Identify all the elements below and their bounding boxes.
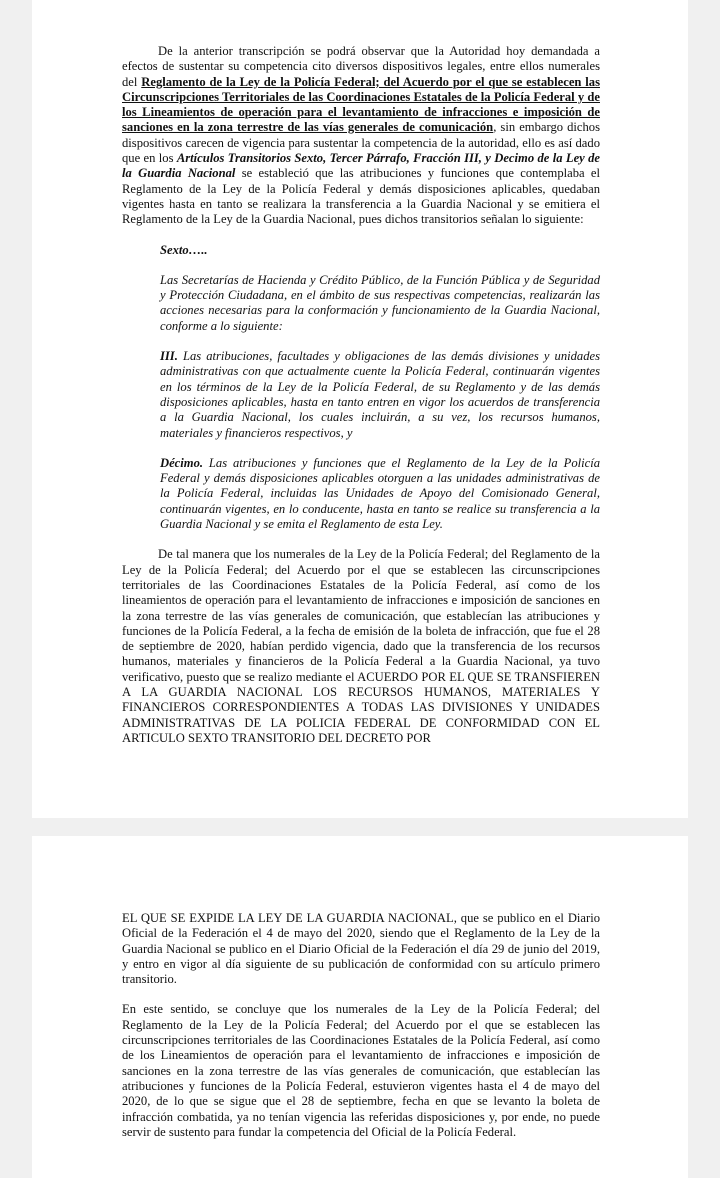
fraction-iii-body: Las atribuciones, facultades y obligaciones de las demás divisiones y unidades administrativas con que actualmente cuente la Policía Federal, continuarán vigentes en los términos de la Ley de la Policía Federal, de su Reglamento y de las demás disposiciones aplicables, hasta en tanto entren en vigor los acuerdos de transferencia a la Guardia Nacional, los cuales incluirán, a su vez, los recursos humanos, materiales y financieros respectivos, y <box>160 349 600 440</box>
decimo-body: Las atribuciones y funciones que el Reglamento de la Ley de la Policía Federal y demás disposiciones aplicables otorguen a las unidades administrativas de la Policía Federal, incluidas las Unidades de Apoyo del Comisionado General, continuarán vigentes, en lo conducente, hasta en tanto se realice su transferencia a la Guardia Nacional y se emita el Reglamento de esta Ley. <box>160 455 600 532</box>
intro-underlined-citation: Reglamento de la Ley de la Policía Federal; del Acuerdo por el que se establecen las Circunscripciones Territoriales de las Coordinaciones Estatales de la Policía Federal y de los Lineamientos de operación para el levantamiento de infracciones e imposición de sanciones en la zona terrestre de las vías generales de comunicación <box>122 74 600 135</box>
fraction-iii-label: III. <box>160 349 178 364</box>
page-1-content <box>122 44 600 746</box>
quote-sexto-heading: Sexto….. <box>160 242 208 257</box>
paragraph-final-conclusion: En este sentido, se concluye que los numerales de la Ley de la Policía Federal; del Reglamento de la Ley de la Policía Federal; del Acuerdo por el que se establecen las circunscripciones territoriales de las Coordinaciones Estatales de la Policía Federal, así como de los Lineamientos de operación para el levantamiento de infracciones e imposición de sanciones en la zona terrestre de las vías generales de comunicación, que establecían las atribuciones y funciones de la Policía Federal, estuvieron vigentes hasta el 4 de mayo del 2020, de lo que se sigue que el 28 de septiembre, fecha en que se levanto la boleta de infracción combatida, ya no tenían vigencia las referidas disposiciones y, por ende, no puede servir de sustento para fundar la competencia del Oficial de la Policía Federal. <box>122 1002 600 1139</box>
page-2-content <box>122 911 600 1140</box>
intro-transitory-articles: Artículos Transitorios Sexto, Tercer Párrafo, Fracción III, y Decimo de la Ley de la Guardia Nacional <box>122 151 600 181</box>
document-page-1 <box>32 0 688 818</box>
quote-decimo <box>160 456 600 532</box>
intro-text-a: De la anterior transcripción se podrá observar que la Autoridad hoy demandada a efectos de sustentar su competencia cito diversos dispositivos legales, entre ellos numerales del <box>122 44 600 89</box>
quote-fraction-iii <box>160 349 600 441</box>
paragraph-conclusion-start: De tal manera que los numerales de la Ley de la Policía Federal; del Reglamento de la Ley de la Policía Federal; del Acuerdo por el que se establecen las circunscripciones territoriales de las Coordinaciones Estatales de la Policía Federal, así como de los lineamientos de operación para el levantamiento de infracciones e imposición de sanciones en la zona terrestre de las vías generales de comunicación, que establecían las atribuciones y funciones de la Policía Federal, a la fecha de emisión de la boleta de infracción, que fue el 28 de septiembre de 2020, habían perdido vigencia, dado que la transferencia de los recursos humanos, materiales y financieros de la Policía Federal a la Guardia Nacional, ya tuvo verificativo, puesto que se realizo mediante el ACUERDO POR EL QUE SE TRANSFIEREN A LA GUARDIA NACIONAL LOS RECURSOS HUMANOS, MATERIALES Y FINANCIEROS CORRESPONDIENTES A TODAS LAS DIVISIONES Y UNIDADES ADMINISTRATIVAS DE LA POLICIA FEDERAL DE CONFORMIDAD CON EL ARTICULO SEXTO TRANSITORIO DEL DECRETO POR <box>122 547 600 745</box>
intro-text-e: se estableció que las atribuciones y funciones que contemplaba el Reglamento de la Ley de la Policía Federal y demás disposiciones aplicables, quedaban vigentes hasta en tanto se realizara la transferencia a la Guardia Nacional y se emitiera el Reglamento de la Ley de la Guardia Nacional, pues dichos transitorios señalan lo siguiente: <box>122 166 601 227</box>
paragraph-continuation: EL QUE SE EXPIDE LA LEY DE LA GUARDIA NACIONAL, que se publico en el Diario Oficial de la Federación el 4 de mayo del 2020, siendo que el Reglamento de la Ley de la Guardia Nacional se publico en el Diario Oficial de la Federación el día 29 de junio del 2019, y entro en vigor al día siguiente de su publicación de conformidad con su artículo primero transitorio. <box>122 911 600 987</box>
intro-text-c: , sin embargo dichos dispositivos carecen de vigencia para sustentar la competencia de la autoridad, ello es así dado que en los <box>122 120 600 166</box>
decimo-label: Décimo. <box>160 455 204 470</box>
paragraph-intro <box>122 44 600 228</box>
document-page-2 <box>32 836 688 1178</box>
quote-sexto-body: Las Secretarías de Hacienda y Crédito Público, de la Función Pública y de Seguridad y Protección Ciudadana, en el ámbito de sus respectivas competencias, realizarán las acciones necesarias para la conformación y funcionamiento de la Guardia Nacional, conforme a lo siguiente: <box>160 272 600 333</box>
